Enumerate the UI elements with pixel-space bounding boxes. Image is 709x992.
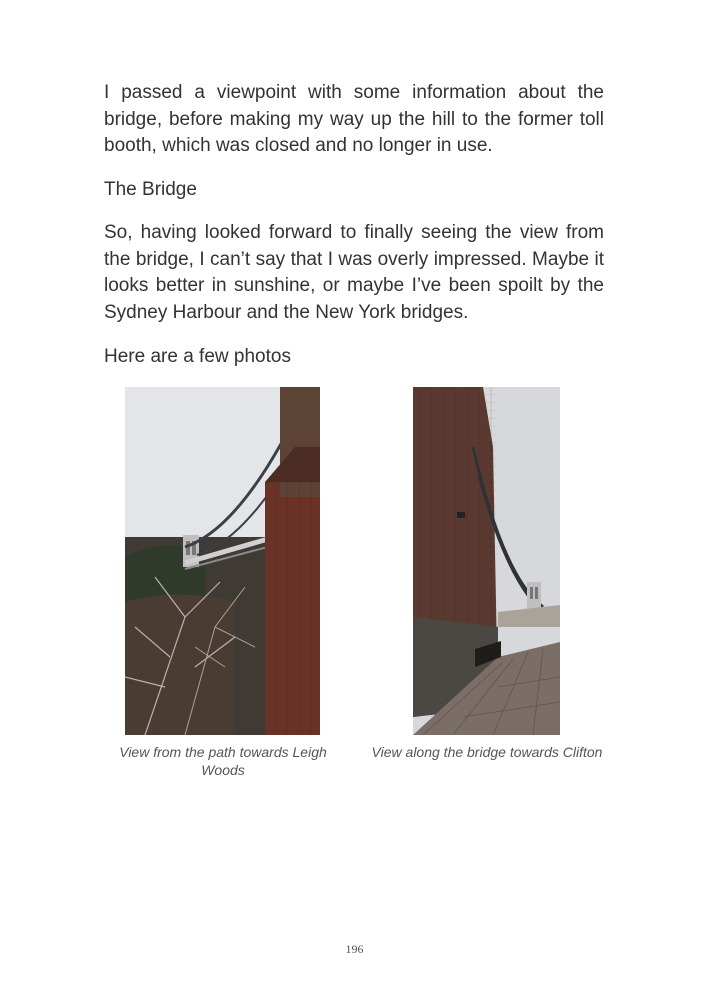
page-number: 196 [345, 942, 364, 956]
paragraph-bridge-impression: So, having looked forward to finally seeing the view from the bridge, I can’t say that I was overly impressed. Maybe it looks better in sunshine, or maybe I’ve been spoilt by the Sydney Harbour and the New York bridges. [104, 222, 604, 323]
photo-along-bridge-towards-clifton [413, 387, 560, 735]
section-heading-the-bridge: The Bridge [104, 179, 197, 200]
photo-caption-leigh-woods: View from the path towards Leigh Woods [119, 744, 327, 778]
paragraph-photos-intro: Here are a few photos [104, 346, 291, 367]
photo-caption-clifton: View along the bridge towards Clifton [371, 744, 603, 760]
bridge-photo-illustration-2 [413, 387, 560, 735]
paragraph-viewpoint: I passed a viewpoint with some information about the bridge, before making my way up the hill to the former toll booth, which was closed and no longer in use. [104, 82, 604, 156]
bridge-photo-illustration-1 [125, 387, 320, 735]
photo-path-towards-leigh-woods [125, 387, 320, 735]
